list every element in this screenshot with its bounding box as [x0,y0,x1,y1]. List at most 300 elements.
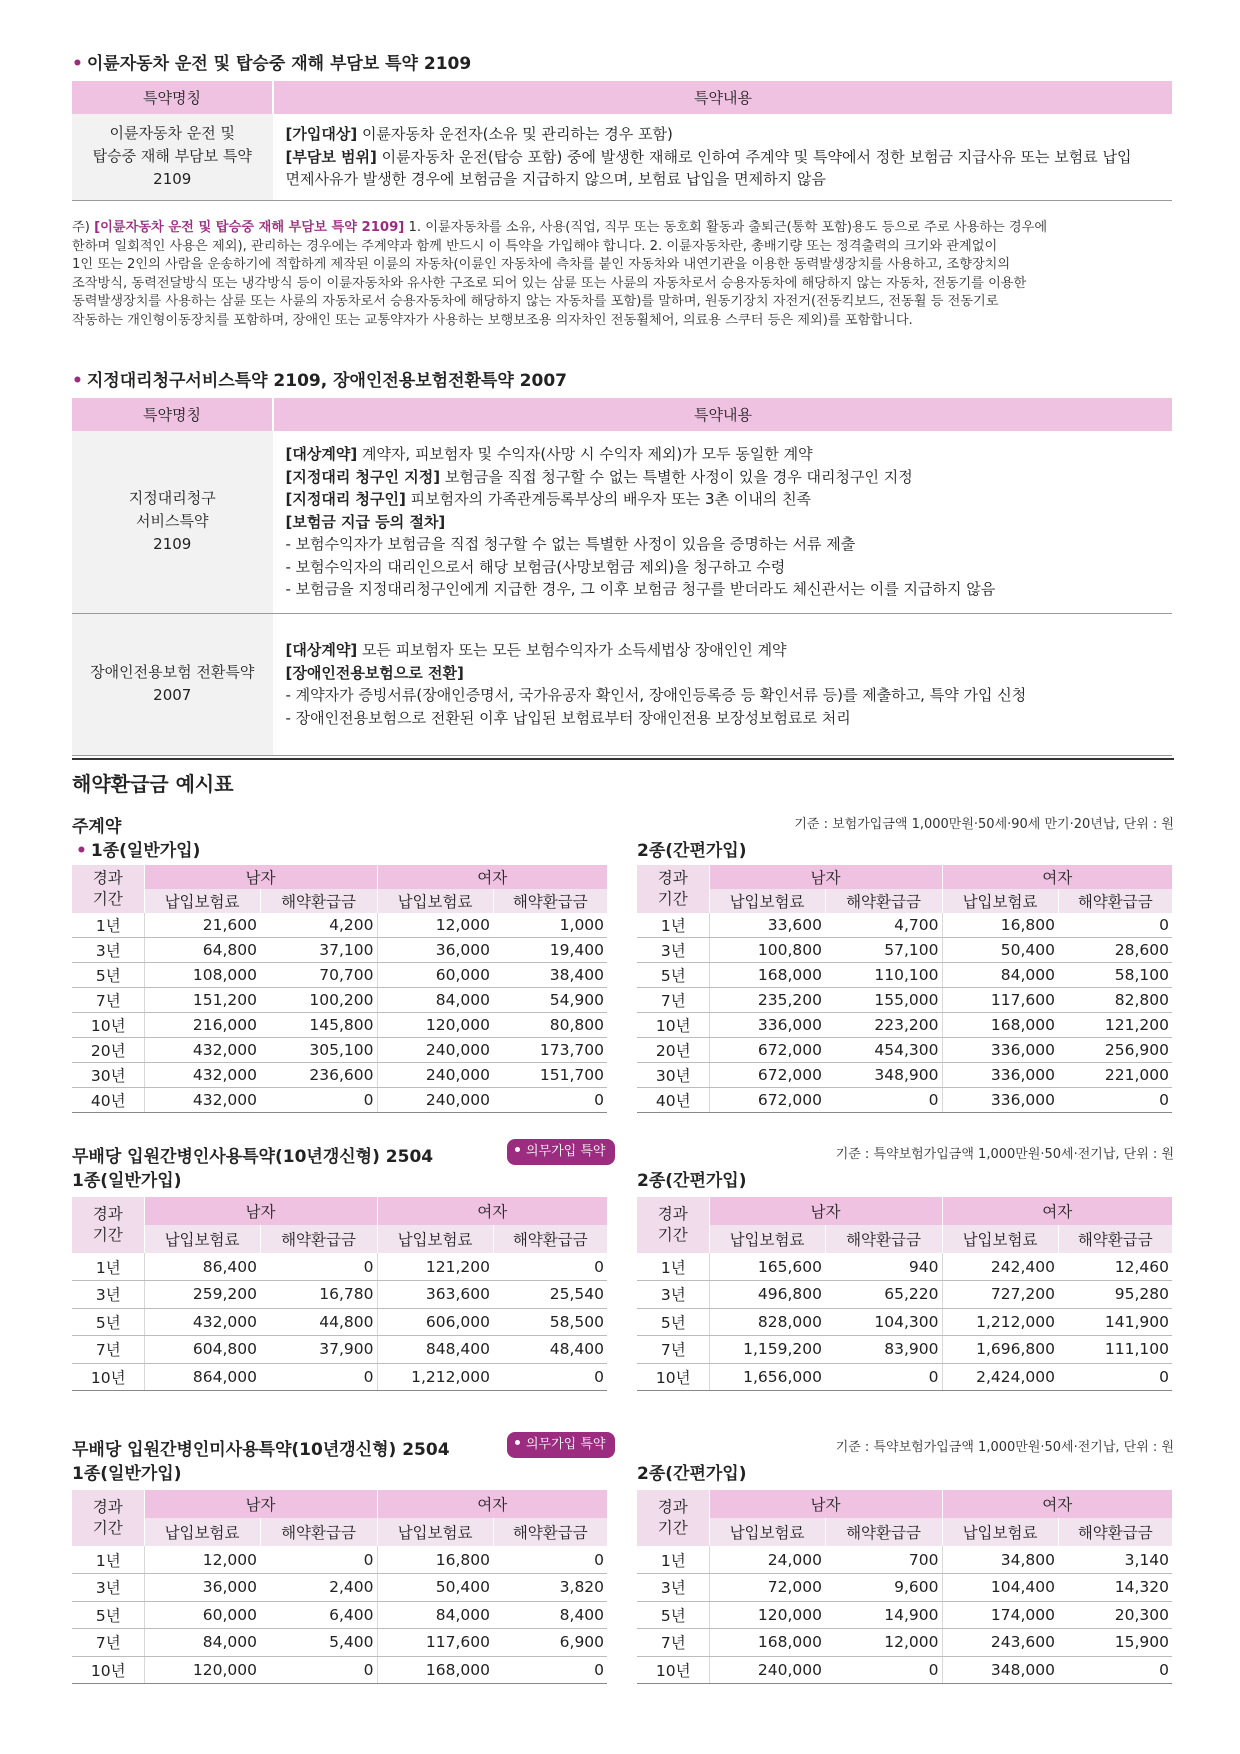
header-row [72,865,607,889]
refund-table-rider1-type2 [637,1197,1172,1391]
table-row [637,1063,1172,1088]
period-cell: 7년 [72,988,144,1013]
premium-cell: 604,800 [144,1336,260,1364]
premium-header: 납입보험료 [709,1518,825,1546]
refund-table-rider1-type1 [72,1197,607,1391]
rider2-type1-label: 1종(일반가입) [72,1464,182,1484]
col-name-header: 특약명칭 [72,81,273,114]
refund-cell: 54,900 [493,988,607,1013]
refund-cell: 15,900 [1058,1629,1172,1657]
refund-cell: 0 [260,1363,377,1391]
period-cell: 7년 [637,1629,709,1657]
period-cell: 1년 [72,913,144,938]
premium-cell: 72,000 [709,1574,825,1602]
premium-cell: 336,000 [942,1038,1058,1063]
refund-cell: 0 [260,1253,377,1281]
premium-cell: 50,400 [942,938,1058,963]
section2-title: • 지정대리청구서비스특약 2109, 장애인전용보험전환특약 2007 [72,371,568,391]
refund-cell: 95,280 [1058,1281,1172,1309]
premium-cell: 36,000 [144,1574,260,1602]
premium-cell: 243,600 [942,1629,1058,1657]
table-row [637,963,1172,988]
period-cell: 20년 [72,1038,144,1063]
note-line [72,238,1174,257]
refund-cell: 38,400 [493,963,607,988]
rider-content-line [286,168,1161,191]
refund-cell: 58,100 [1058,963,1172,988]
note-line [72,312,1174,331]
content-label: [부담보 범위] [285,147,377,166]
refund-header: 해약환급금 [1058,889,1172,913]
period-cell: 5년 [72,963,144,988]
premium-cell: 336,000 [942,1063,1058,1088]
table-row [72,1601,607,1629]
premium-cell: 84,000 [144,1629,260,1657]
premium-header: 납입보험료 [709,1225,825,1253]
content-text: - 보험금을 지정대리청구인에게 지급한 경우, 그 이후 보험금 청구를 받더라도 체신관서는 이를 지급하지 않음 [285,580,996,598]
rider-content-line [286,488,1161,511]
refund-cell: 25,540 [493,1281,607,1309]
refund-cell: 83,900 [825,1336,942,1364]
period-cell: 1년 [72,1546,144,1574]
period-cell: 1년 [72,1253,144,1281]
content-text: - 보험수익자의 대리인으로서 해당 보험금(사망보험금 제외)을 청구하고 수령 [285,557,786,576]
content-label: [보험금 지급 등의 절차] [285,512,446,531]
col-name-header: 특약명칭 [72,398,273,431]
period-cell: 40년 [72,1088,144,1113]
period-header-top: 경과 [657,1498,688,1516]
note-prefix: 주) [72,220,95,235]
premium-cell: 100,800 [709,938,825,963]
period-cell: 5년 [637,1308,709,1336]
refund-cell: 0 [493,1253,607,1281]
table-row [637,1601,1172,1629]
refund-cell: 145,800 [260,1013,377,1038]
refund-cell: 9,600 [825,1574,942,1602]
rider-row [72,613,1172,755]
premium-header: 납입보험료 [709,889,825,913]
refund-cell: 65,220 [825,1281,942,1309]
table-row [72,913,607,938]
refund-cell: 0 [825,1656,942,1684]
female-header: 여자 [377,865,607,889]
rider-name [72,613,273,755]
refund-cell: 0 [493,1546,607,1574]
bullet-icon: • [76,841,87,861]
premium-header: 납입보험료 [144,889,260,913]
period-header-top: 경과 [657,869,688,887]
premium-cell: 240,000 [377,1063,493,1088]
refund-cell: 37,900 [260,1336,377,1364]
refund-cell: 0 [1058,1088,1172,1113]
period-cell: 20년 [637,1038,709,1063]
refund-cell: 121,200 [1058,1013,1172,1038]
period-header [72,1490,144,1546]
main-type1-label: • 1종(일반가입) [76,841,201,861]
refund-cell: 4,200 [260,913,377,938]
table-row [72,1281,607,1309]
female-header: 여자 [377,1490,607,1518]
refund-cell: 0 [493,1363,607,1391]
note-line [72,256,1174,275]
refund-cell: 0 [1058,1656,1172,1684]
main-basis-note: 기준 : 보험가입금액 1,000만원·50세·90세 만기·20년납, 단위 : 원 [794,817,1174,832]
period-cell: 3년 [72,1574,144,1602]
male-header: 남자 [144,1197,377,1225]
premium-cell: 727,200 [942,1281,1058,1309]
refund-cell: 223,200 [825,1013,942,1038]
period-header-top: 경과 [657,1205,688,1223]
rider-name-line: 탑승중 재해 부담보 특약 [92,147,252,166]
period-cell: 10년 [72,1013,144,1038]
refund-title: 해약환급금 예시표 [72,772,234,796]
refund-cell: 151,700 [493,1063,607,1088]
table-row [72,1629,607,1657]
period-header-bottom: 기간 [657,1519,688,1537]
note-text: 한하며 일회적인 사용은 제외), 관리하는 경우에는 주계약과 함께 반드시 이 특약을 가입해야 합니다. 2. 이륜자동차란, 총배기량 또는 정격출력의 크기와 관계없이 [72,238,998,254]
refund-header: 해약환급금 [493,889,607,913]
table-row [637,1629,1172,1657]
section1-table [72,81,1172,201]
premium-cell: 120,000 [709,1601,825,1629]
bullet-icon: • [72,371,83,391]
refund-cell: 221,000 [1058,1063,1172,1088]
content-label: [가입대상] [285,125,358,143]
premium-cell: 84,000 [377,1601,493,1629]
refund-cell: 700 [825,1546,942,1574]
premium-header: 납입보험료 [377,1225,493,1253]
premium-header: 납입보험료 [144,1225,260,1253]
note-text: 1. 이륜자동차를 소유, 사용(직업, 직무 또는 동호회 활동과 출퇴근(통학 포함)용도 등으로 주로 사용하는 경우에 [404,220,1048,235]
refund-cell: 20,300 [1058,1601,1172,1629]
rider-name-line: 지정대리청구 [128,489,216,508]
refund-cell: 2,400 [260,1574,377,1602]
table-row [637,1088,1172,1113]
premium-cell: 120,000 [144,1656,260,1684]
period-cell: 5년 [637,963,709,988]
premium-cell: 12,000 [377,913,493,938]
premium-cell: 104,400 [942,1574,1058,1602]
refund-cell: 104,300 [825,1308,942,1336]
premium-cell: 60,000 [377,963,493,988]
period-cell: 3년 [72,1281,144,1309]
refund-table-rider2-type1 [72,1490,607,1684]
period-header-top: 경과 [92,869,123,887]
premium-cell: 235,200 [709,988,825,1013]
period-header-bottom: 기간 [657,890,688,908]
content-text: - 계약자가 증빙서류(장애인증명서, 국가유공자 확인서, 장애인등록증 등 확인서류 등)를 제출하고, 특약 가입 신청 [285,686,1027,704]
refund-header: 해약환급금 [260,889,377,913]
col-content-header: 특약내용 [273,398,1172,431]
subheader-row [72,889,607,913]
refund-cell: 454,300 [825,1038,942,1063]
rider-content-line [286,707,1161,730]
period-cell: 7년 [72,1336,144,1364]
rider-content-line [286,639,1161,662]
refund-header: 해약환급금 [825,1225,942,1253]
rider-name-line: 장애인전용보험 전환특약 [90,663,255,681]
table-row [72,1363,607,1391]
premium-cell: 864,000 [144,1363,260,1391]
refund-cell: 5,400 [260,1629,377,1657]
premium-cell: 672,000 [709,1088,825,1113]
rider-content-line [286,556,1161,579]
period-cell: 5년 [72,1601,144,1629]
table-row [72,1013,607,1038]
premium-cell: 432,000 [144,1088,260,1113]
subheader-row [637,1225,1172,1253]
premium-cell: 496,800 [709,1281,825,1309]
rider1-type1-label: 1종(일반가입) [72,1171,182,1191]
refund-cell: 8,400 [493,1601,607,1629]
table-row [72,1253,607,1281]
note-line [72,275,1174,294]
table-row [72,1308,607,1336]
period-header-top: 경과 [92,1498,123,1516]
rider-content-line [286,578,1161,601]
refund-cell: 940 [825,1253,942,1281]
refund-cell: 256,900 [1058,1038,1172,1063]
period-header [637,865,709,913]
premium-cell: 1,212,000 [377,1363,493,1391]
premium-cell: 240,000 [377,1038,493,1063]
refund-cell: 0 [493,1656,607,1684]
refund-table-main-type2 [637,865,1172,1113]
premium-header: 납입보험료 [377,1518,493,1546]
premium-cell: 34,800 [942,1546,1058,1574]
period-header-bottom: 기간 [92,1226,123,1244]
refund-cell: 0 [825,1363,942,1391]
refund-header: 해약환급금 [825,1518,942,1546]
premium-cell: 240,000 [377,1088,493,1113]
premium-cell: 168,000 [709,1629,825,1657]
note-highlight: [이륜자동차 운전 및 탑승중 재해 부담보 특약 2109] [94,220,405,235]
rider-content-line [286,684,1161,707]
section1-title: • 이륜자동차 운전 및 탑승중 재해 부담보 특약 2109 [72,54,472,74]
note-line [72,293,1174,312]
refund-table-rider2-type2 [637,1490,1172,1684]
rider2-type2-label: 2종(간편가입) [637,1464,747,1484]
period-cell: 10년 [637,1656,709,1684]
premium-cell: 168,000 [377,1656,493,1684]
premium-cell: 848,400 [377,1336,493,1364]
premium-cell: 336,000 [942,1088,1058,1113]
main-contract-label: 주계약 [72,817,122,837]
period-cell: 7년 [637,988,709,1013]
refund-cell: 14,900 [825,1601,942,1629]
period-cell: 5년 [72,1308,144,1336]
refund-cell: 0 [260,1656,377,1684]
premium-cell: 84,000 [377,988,493,1013]
period-cell: 1년 [637,1253,709,1281]
refund-cell: 110,100 [825,963,942,988]
refund-header: 해약환급금 [1058,1225,1172,1253]
rider1-basis-note: 기준 : 특약보험가입금액 1,000만원·50세·전기납, 단위 : 원 [835,1147,1174,1162]
premium-cell: 50,400 [377,1574,493,1602]
premium-cell: 2,424,000 [942,1363,1058,1391]
premium-cell: 672,000 [709,1038,825,1063]
note-text: 조작방식, 동력전달방식 또는 냉각방식 등이 이륜자동차와 유사한 구조로 되어 있는 삼륜 또는 사륜의 자동차로서 승용자동차에 해당하지 않는 자동차, 전동기를 이용한 [72,275,1027,291]
period-cell: 30년 [72,1063,144,1088]
premium-cell: 1,656,000 [709,1363,825,1391]
period-cell: 3년 [637,1281,709,1309]
period-cell: 3년 [72,938,144,963]
premium-header: 납입보험료 [942,1518,1058,1546]
premium-cell: 21,600 [144,913,260,938]
refund-cell: 4,700 [825,913,942,938]
premium-cell: 174,000 [942,1601,1058,1629]
male-header: 남자 [709,865,942,889]
refund-cell: 37,100 [260,938,377,963]
main-type2-label: 2종(간편가입) [637,841,747,861]
refund-cell: 0 [260,1546,377,1574]
rider-content-line [286,146,1161,169]
premium-cell: 117,600 [942,988,1058,1013]
premium-cell: 1,212,000 [942,1308,1058,1336]
premium-cell: 348,000 [942,1656,1058,1684]
premium-cell: 16,800 [942,913,1058,938]
refund-cell: 141,900 [1058,1308,1172,1336]
mandatory-rider-badge: 의무가입 특약 [507,1139,615,1165]
refund-cell: 19,400 [493,938,607,963]
rider2-title: 무배당 입원간병인미사용특약(10년갱신형) 2504 [72,1440,450,1460]
rider-content-line [286,511,1161,534]
content-label: [지정대리 청구인 지정] [285,467,441,486]
premium-cell: 672,000 [709,1063,825,1088]
content-text: 피보험자의 가족관계등록부상의 배우자 또는 3촌 이내의 친족 [405,490,812,508]
refund-cell: 0 [260,1088,377,1113]
content-text: 이륜자동차 운전(탑승 포함) 중에 발생한 재해로 인하여 주계약 및 특약에서 정한 보험금 지급사유 또는 보험료 납입 [376,147,1132,166]
refund-cell: 48,400 [493,1336,607,1364]
rider-name-line: 2007 [153,686,192,704]
refund-cell: 348,900 [825,1063,942,1088]
refund-header: 해약환급금 [1058,1518,1172,1546]
content-label: [대상계약] [285,641,358,659]
dot-icon [515,1147,520,1152]
period-header [72,1197,144,1253]
rider-row [72,114,1172,200]
refund-header: 해약환급금 [493,1225,607,1253]
male-header: 남자 [144,1490,377,1518]
period-header-top: 경과 [92,1205,123,1223]
table-row [72,1336,607,1364]
premium-cell: 24,000 [709,1546,825,1574]
subheader-row [637,889,1172,913]
premium-cell: 120,000 [377,1013,493,1038]
premium-cell: 828,000 [709,1308,825,1336]
male-header: 남자 [144,865,377,889]
content-text: 면제사유가 발생한 경우에 보험금을 지급하지 않으며, 보험료 납입을 면제하지 않음 [285,170,826,188]
content-label: [지정대리 청구인] [285,490,406,508]
subheader-row [72,1225,607,1253]
female-header: 여자 [942,1197,1172,1225]
refund-cell: 111,100 [1058,1336,1172,1364]
header-row [72,1490,607,1518]
table-row [72,1656,607,1684]
premium-cell: 432,000 [144,1063,260,1088]
period-cell: 10년 [637,1363,709,1391]
note-text: 동력발생장치를 사용하는 삼륜 또는 사륜의 자동차로서 승용자동차에 해당하지 않는 자동차를 포함)를 말하며, 원동기장치 자전거(전동킥보드, 전동휠 등 전동기로 [72,294,999,309]
period-cell: 7년 [72,1629,144,1657]
mandatory-rider-badge: 의무가입 특약 [507,1432,615,1458]
refund-cell: 44,800 [260,1308,377,1336]
premium-cell: 432,000 [144,1038,260,1063]
female-header: 여자 [942,1490,1172,1518]
section1-note [72,219,1174,330]
content-text: 계약자, 피보험자 및 수익자(사망 시 수익자 제외)가 모두 동일한 계약 [357,445,813,463]
table-row [637,1656,1172,1684]
note-text: 1인 또는 2인의 사람을 운송하기에 적합하게 제작된 이륜의 자동차(이륜인 자동차에 측차를 붙인 자동차와 내연기관을 이용한 동력발생장치를 사용하고, 조향장치의 [72,257,1011,272]
premium-cell: 121,200 [377,1253,493,1281]
content-text: - 보험수익자가 보험금을 직접 청구할 수 없는 특별한 사정이 있음을 증명하는 서류 제출 [285,535,856,553]
subheader-row [72,1518,607,1546]
table-row [637,1038,1172,1063]
premium-cell: 12,000 [144,1546,260,1574]
premium-cell: 33,600 [709,913,825,938]
premium-cell: 216,000 [144,1013,260,1038]
female-header: 여자 [942,865,1172,889]
period-header-bottom: 기간 [92,890,123,908]
premium-cell: 363,600 [377,1281,493,1309]
table-row [72,1574,607,1602]
period-header [637,1490,709,1546]
refund-header: 해약환급금 [825,889,942,913]
refund-cell: 1,000 [493,913,607,938]
rider-name-line: 2109 [153,170,192,189]
period-cell: 3년 [637,938,709,963]
table-row [637,1574,1172,1602]
subheader-row [637,1518,1172,1546]
premium-cell: 165,600 [709,1253,825,1281]
period-header [637,1197,709,1253]
refund-cell: 57,100 [825,938,942,963]
period-cell: 10년 [72,1363,144,1391]
premium-cell: 151,200 [144,988,260,1013]
premium-cell: 168,000 [709,963,825,988]
premium-header: 납입보험료 [377,889,493,913]
period-header [72,865,144,913]
premium-cell: 36,000 [377,938,493,963]
content-text: 보험금을 직접 청구할 수 없는 특별한 사정이 있을 경우 대리청구인 지정 [440,467,913,486]
rider-content-line [286,123,1161,146]
premium-cell: 606,000 [377,1308,493,1336]
refund-cell: 70,700 [260,963,377,988]
table-row [72,1546,607,1574]
female-header: 여자 [377,1197,607,1225]
content-label: [장애인전용보험으로 전환] [285,663,464,682]
premium-cell: 259,200 [144,1281,260,1309]
content-label: [대상계약] [285,445,358,463]
table-row [72,963,607,988]
header-row [637,865,1172,889]
table-row [637,1363,1172,1391]
male-header: 남자 [709,1197,942,1225]
refund-cell: 82,800 [1058,988,1172,1013]
dot-icon [515,1440,520,1445]
refund-cell: 6,900 [493,1629,607,1657]
period-cell: 1년 [637,913,709,938]
table-row [72,988,607,1013]
divider [72,758,1174,760]
premium-cell: 432,000 [144,1308,260,1336]
refund-cell: 6,400 [260,1601,377,1629]
refund-cell: 16,780 [260,1281,377,1309]
rider-name [72,431,273,613]
rider-content [273,613,1172,755]
refund-cell: 305,100 [260,1038,377,1063]
table-row [72,1038,607,1063]
refund-cell: 0 [1058,913,1172,938]
